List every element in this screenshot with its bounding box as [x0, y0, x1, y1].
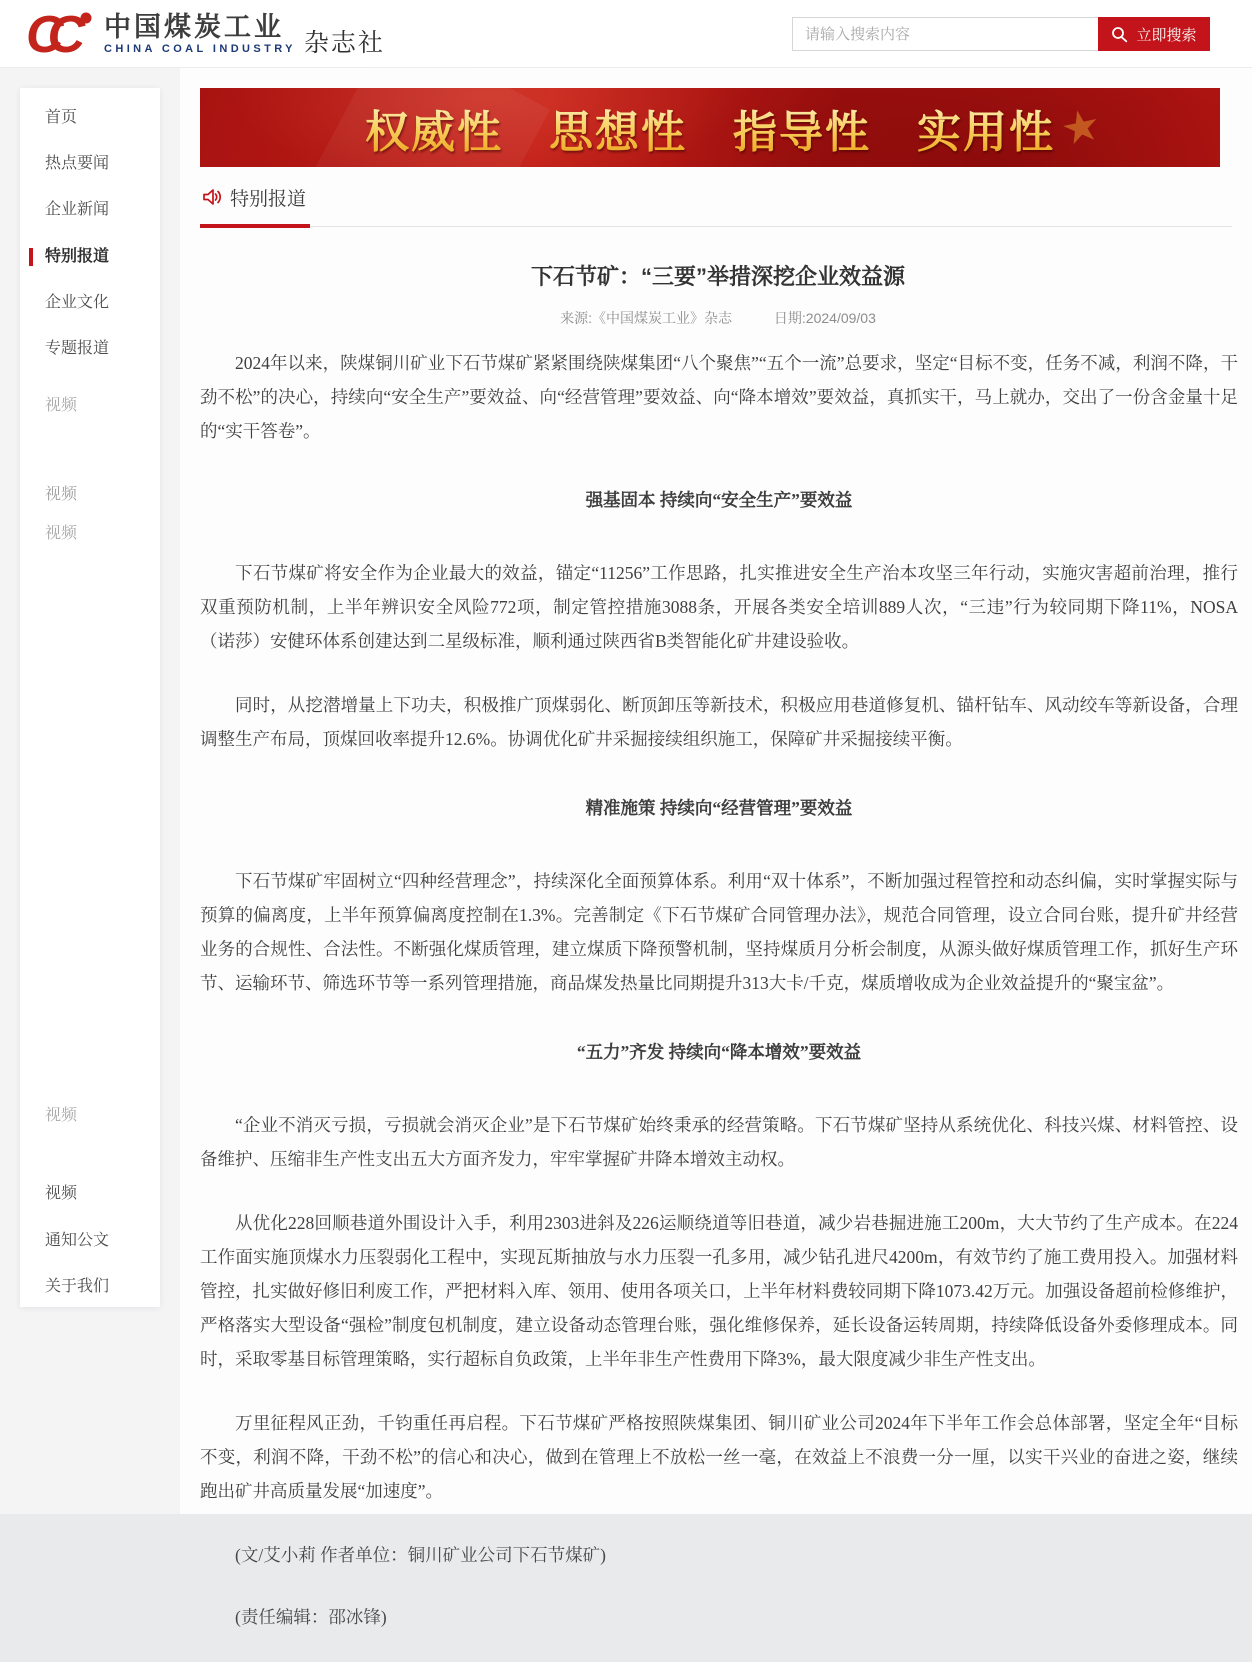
- sidebar-item-特别报道[interactable]: [20, 245, 160, 269]
- slogan-banner: [200, 88, 1220, 167]
- sidebar-item-label: 视频: [45, 1185, 78, 1202]
- article-paragraph: “企业不消灭亏损，亏损就会消灭企业”是下石节煤矿始终秉承的经营策略。下石节煤矿坚持从系统优化、科技兴煤、材料管控、设备维护、压缩非生产性支出五大方面齐发力，牢牢掌握矿井降本增效主动权。: [200, 1115, 1238, 1169]
- site-header: [0, 0, 1252, 68]
- article-source: 来源:《中国煤炭工业》杂志: [560, 310, 733, 326]
- logo-title-en: CHINA COAL INDUSTRY: [104, 43, 296, 55]
- article-paragraph: 下石节煤矿将安全作为企业最大的效益，锚定“11256”工作思路，扎实推进安全生产治本攻坚三年行动，实施灾害超前治理，推行双重预防机制，上半年辨识安全风险772项，制定管控措施3088条，开展各类安全培训889人次，“三违”行为较同期下降11%，NOSA（诺莎）安健环体系创建达到二星级标准，顺利通过陕西省B类智能化矿井建设验收。: [200, 563, 1238, 651]
- search-icon: [1111, 26, 1128, 43]
- logo-title-cn: 中国煤炭工业: [104, 12, 284, 42]
- sidebar-item-label: 关于我们: [45, 1278, 110, 1295]
- article-paragraph: 2024年以来，陕煤铜川矿业下石节煤矿紧紧围绕陕煤集团“八个聚焦”“五个一流”总要求，坚定“目标不变，任务不减，利润不降，干劲不松”的决心，持续向“安全生产”要效益、向“经营管理”要效益、向“降本增效”要效益，真抓实干，马上就办，交出了一份含金量十足的“实干答卷”。: [200, 353, 1238, 441]
- svg-text:CC: CC: [26, 6, 70, 64]
- section-header: [200, 180, 1232, 214]
- sidebar-item-通知公文[interactable]: [20, 1229, 160, 1253]
- article-byline: (责任编辑：邵冰锋): [235, 1607, 387, 1627]
- banner-star-icon: ★: [1055, 99, 1105, 156]
- article-subheading: 强基固本 持续向“安全生产”要效益: [585, 490, 853, 510]
- article-paragraph: 同时，从挖潜增量上下功夫，积极推广顶煤弱化、断顶卸压等新技术，积极应用巷道修复机、锚杆钻车、风动绞车等新设备，合理调整生产布局，顶煤回收率提升12.6%。协调优化矿井采掘接续组织施工，保障矿井采掘接续平衡。: [200, 695, 1238, 749]
- banner-slogan-text: 权威性 思想性 指导性 实用性: [365, 96, 1055, 160]
- logo-cc-icon: [26, 6, 94, 64]
- article-paragraph: 下石节煤矿牢固树立“四种经营理念”，持续深化全面预算体系。利用“双十体系”，不断加强过程管控和动态纠偏，实时掌握实际与预算的偏离度，上半年预算偏离度控制在1.3%。完善制定《下石节煤矿合同管理办法》，规范合同管理，设立合同台账，提升矿井经营业务的合规性、合法性。不断强化煤质管理，建立煤质下降预警机制，坚持煤质月分析会制度，从源头做好煤质管理工作，抓好生产环节、运输环节、筛选环节等一系列管理措施，商品煤发热量比同期提升313大卡/千克，煤质增收成为企业效益提升的“聚宝盆”。: [200, 871, 1238, 993]
- sidebar-item-label: 通知公文: [45, 1232, 110, 1249]
- search-bar: [792, 17, 1210, 51]
- article-meta: [200, 308, 1236, 328]
- sidebar-item-label: 企业新闻: [45, 201, 110, 218]
- article-subheading: “五力”齐发 持续向“降本增效”要效益: [576, 1042, 862, 1062]
- article-body: [200, 346, 1238, 1662]
- sidebar-item-企业文化[interactable]: [20, 291, 160, 315]
- sidebar-item-label: 视频: [45, 486, 78, 503]
- sidebar-item-label: 企业文化: [45, 294, 110, 311]
- sidebar-item-label: 视频: [45, 397, 78, 414]
- article-byline: (文/艾小莉 作者单位：铜川矿业公司下石节煤矿): [235, 1545, 606, 1565]
- sidebar-item-热点要闻[interactable]: [20, 152, 160, 176]
- search-input[interactable]: [792, 17, 1098, 51]
- sidebar-item-专题报道[interactable]: [20, 337, 160, 361]
- speaker-icon: [200, 185, 224, 209]
- sidebar-item-label: 特别报道: [45, 248, 110, 265]
- article-paragraph: 万里征程风正劲，千钧重任再启程。下石节煤矿严格按照陕煤集团、铜川矿业公司2024年下半年工作会总体部署，坚定全年“目标不变，利润不降，干劲不松”的信心和决心，做到在管理上不放松一丝一毫，在效益上不浪费一分一厘，以实干兴业的奋进之姿，继续跑出矿井高质量发展“加速度”。: [200, 1413, 1238, 1501]
- article-subheading: 精准施策 持续向“经营管理”要效益: [585, 798, 853, 818]
- sidebar-item-label: 视频: [45, 1107, 78, 1124]
- sidebar-item-label: 热点要闻: [45, 155, 110, 172]
- logo-suffix: 杂志社: [303, 30, 385, 57]
- sidebar-item-企业新闻[interactable]: [20, 198, 160, 222]
- sidebar-item-label: 专题报道: [45, 340, 110, 357]
- site-logo[interactable]: [26, 6, 385, 64]
- section-divider: [200, 226, 1232, 227]
- search-button-label: 立即搜索: [1136, 26, 1197, 44]
- sidebar-item-视频[interactable]: [20, 522, 160, 542]
- sidebar-item-视频[interactable]: [20, 483, 160, 507]
- sidebar-item-label: 首页: [45, 109, 78, 126]
- sidebar-item-视频[interactable]: [20, 1104, 160, 1124]
- article-date: 日期:2024/09/03: [773, 310, 876, 326]
- sidebar-item-视频[interactable]: [20, 394, 160, 414]
- sidebar: [20, 88, 160, 1307]
- sidebar-item-label: 视频: [45, 525, 78, 542]
- section-title: 特别报道: [230, 188, 307, 210]
- main-content: [180, 68, 1252, 1627]
- sidebar-item-视频[interactable]: [20, 1182, 160, 1206]
- article-paragraph: 从优化228回顺巷道外围设计入手，利用2303进斜及226运顺绕道等旧巷道，减少岩巷掘进施工200m，大大节约了生产成本。在224工作面实施顶煤水力压裂弱化工程中，实现瓦斯抽放与水力压裂一孔多用，减少钻孔进尺4200m，有效节约了施工费用投入。加强材料管控，扎实做好修旧利废工作，严把材料入库、领用、使用各项关口，上半年材料费较同期下降1073.42万元。加强设备超前检修维护，严格落实大型设备“强检”制度包机制度，建立设备动态管理台账，强化维修保养，延长设备运转周期，持续降低设备外委修理成本。同时，采取零基目标管理策略，实行超标自负政策，上半年非生产性费用下降3%，最大限度减少非生产性支出。: [200, 1213, 1238, 1369]
- sidebar-item-关于我们[interactable]: [20, 1275, 160, 1299]
- article-title: 下石节矿：“三要”举措深挖企业效益源: [530, 264, 905, 289]
- search-button[interactable]: [1098, 17, 1210, 51]
- sidebar-item-首页[interactable]: [20, 106, 160, 130]
